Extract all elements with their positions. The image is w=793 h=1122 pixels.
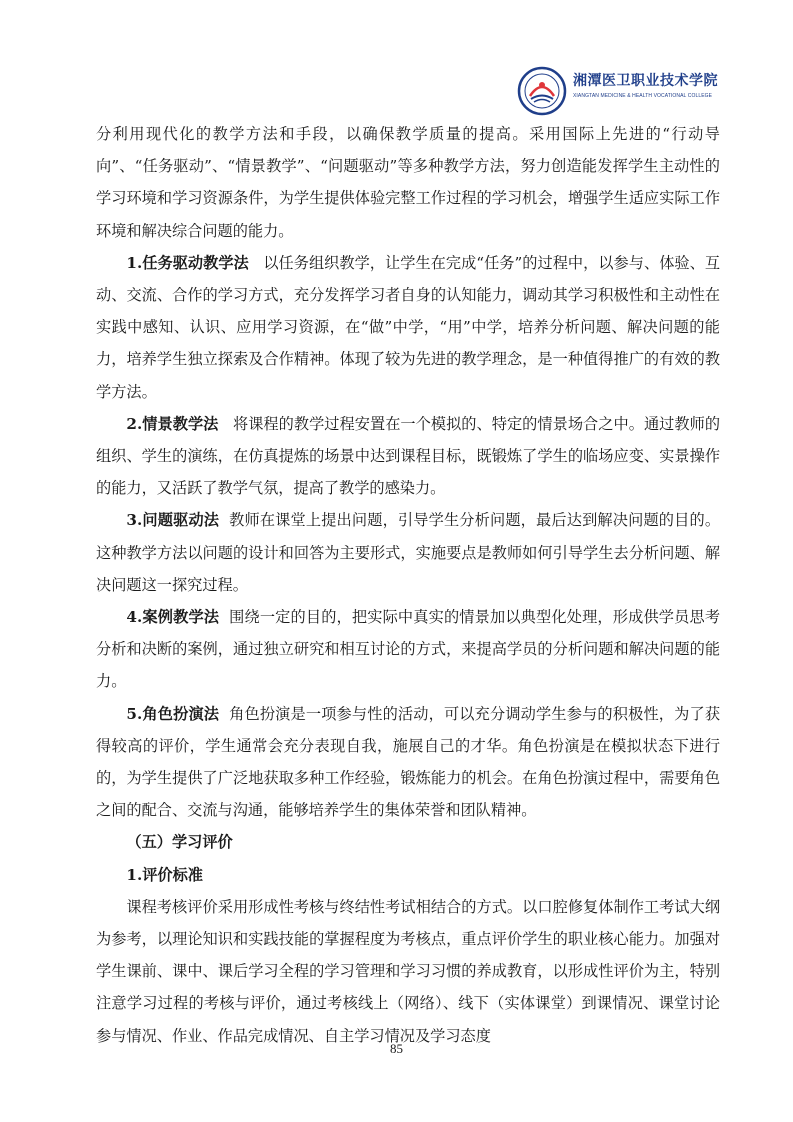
- college-logo-text: [573, 70, 718, 99]
- method-text: 角色扮演是一项参与性的活动，可以充分调动学生参与的积极性，为了获得较高的评价，学生通常会充分表现自我，施展自己的才华。角色扮演是在模拟状态下进行的，为学生提供了广泛地获取多种工作经验，锻炼能力的机会。在角色扮演过程中，需要角色之间的配合、交流与沟通，能够培养学生的集体荣誉和团队精神。: [96, 704, 721, 820]
- college-name-english: XIANGTAN MEDICINE & HEALTH VOCATIONAL COLLEGE: [573, 93, 713, 99]
- method-title: 5.角色扮演法: [126, 704, 220, 723]
- page-header: [0, 58, 793, 118]
- method-title: 1.任务驱动教学法: [126, 253, 249, 272]
- evaluation-paragraph: 课程考核评价采用形成性考核与终结性考试相结合的方式。以口腔修复体制作工考试大纲为参考，以理论知识和实践技能的掌握程度为考核点，重点评价学生的职业核心能力。加强对学生课前、课中、课后学习全程的学习管理和学习习惯的养成教育，以形成性评价为主，特别注意学习过程的考核与评价，通过考核线上（网络）、线下（实体课堂）到课情况、课堂讨论参与情况、作业、作品完成情况、自主学习情况及学习态度: [96, 897, 720, 1045]
- method-problem-driven: [96, 504, 720, 601]
- intro-paragraph: 分利用现代化的教学方法和手段，以确保教学质量的提高。采用国际上先进的“行动导向”、“任务驱动”、“情景教学”、“问题驱动”等多种教学方法，努力创造能发挥学生主动性的学习环境和学习资源条件，为学生提供体验完整工作过程的学习机会，增强学生适应实际工作环境和解决综合问题的能力。: [96, 125, 720, 240]
- subsection-heading: 1.评价标准: [126, 865, 203, 884]
- method-text: 围绕一定的目的，把实际中真实的情景加以典型化处理，形成供学员思考分析和决断的案例，通过独立研究和相互讨论的方式，来提高学员的分析问题和解决问题的能力。: [96, 608, 721, 691]
- page-number: 85: [390, 1041, 403, 1056]
- college-logo-icon: [517, 66, 567, 116]
- method-text: 教师在课堂上提出问题，引导学生分析问题，最后达到解决问题的目的。这种教学方法以问题的设计和回答为主要形式，实施要点是教师如何引导学生去分析问题、解决问题这一探究过程。: [96, 511, 721, 594]
- method-text: 以任务组织教学，让学生在完成“任务”的过程中，以参与、体验、互动、交流、合作的学习方式，充分发挥学习者自身的认知能力，调动其学习积极性和主动性在实践中感知、认识、应用学习资源，在“做”中学，“用”中学，培养分析问题、解决问题的能力，培养学生独立探索及合作精神。体现了较为先进的教学理念，是一种值得推广的有效的教学方法。: [96, 253, 721, 401]
- document-body: [96, 118, 720, 1052]
- method-title: 3.问题驱动法: [126, 511, 220, 530]
- method-text: 将课程的教学过程安置在一个模拟的、特定的情景场合之中。通过教师的组织、学生的演练，在仿真提炼的场景中达到课程目标，既锻炼了学生的临场应变、实景操作的能力，又活跃了教学气氛，提高了教学的感染力。: [96, 414, 721, 498]
- method-title: 4.案例教学法: [126, 608, 220, 627]
- method-scenario: [96, 408, 720, 505]
- method-title: 2.情景教学法: [126, 414, 219, 433]
- method-role-play: [96, 698, 720, 827]
- method-task-driven: [96, 247, 720, 408]
- section-heading: （五）学习评价: [126, 833, 233, 852]
- method-case: [96, 601, 720, 698]
- college-name: 湘潭医卫职业技术学院: [573, 73, 718, 89]
